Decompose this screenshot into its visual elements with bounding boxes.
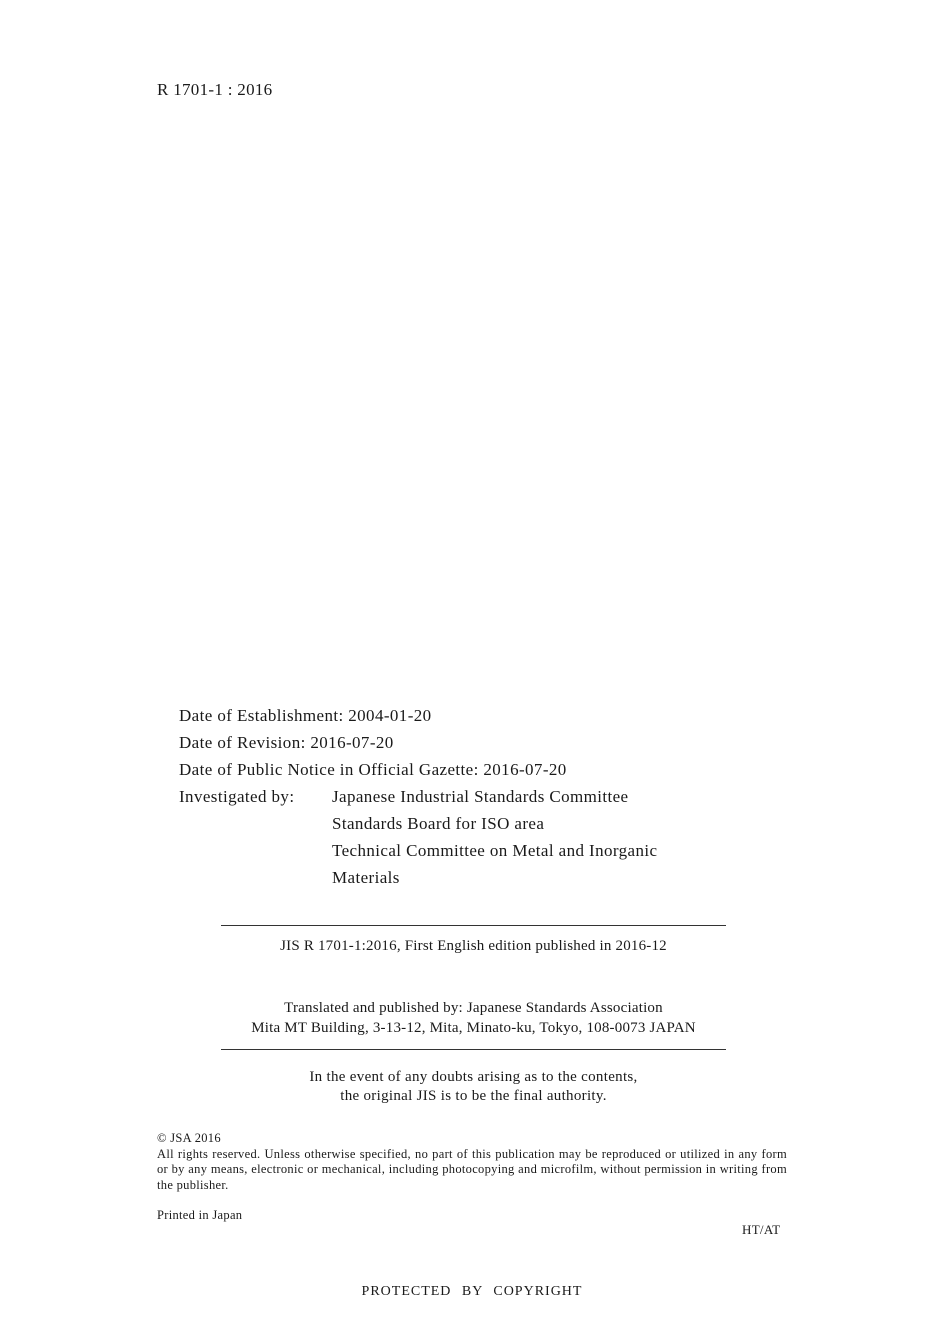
printed-in: Printed in Japan [157, 1208, 243, 1222]
document-info [179, 702, 658, 887]
authority-note [221, 1068, 726, 1106]
copyright-notice: © JSA 2016 [157, 1131, 221, 1145]
investigated-by-line: Standards Board for ISO area [332, 814, 545, 833]
investigated-by-line: Technical Committee on Metal and Inorganic [332, 841, 658, 860]
date-of-public-notice: Date of Public Notice in Official Gazette: 2016-07-20 [179, 760, 567, 779]
copyright-block [157, 1131, 787, 1193]
translator-code: HT/AT [742, 1222, 781, 1237]
investigated-by-values [332, 783, 658, 887]
divider-top [221, 925, 726, 926]
publisher-address: Mita MT Building, 3-13-12, Mita, Minato-ku, Tokyo, 108-0073 JAPAN [251, 1020, 696, 1036]
divider-bottom [221, 1049, 726, 1050]
authority-line: In the event of any doubts arising as to the contents, [309, 1069, 638, 1085]
investigated-by-line: Japanese Industrial Standards Committee [332, 787, 629, 806]
investigated-by-line: Materials [332, 868, 400, 887]
publisher-line: Translated and published by: Japanese Standards Association [284, 1000, 663, 1016]
date-of-establishment: Date of Establishment: 2004-01-20 [179, 706, 432, 725]
date-of-revision: Date of Revision: 2016-07-20 [179, 733, 394, 752]
investigated-by [179, 783, 658, 887]
rights-statement: All rights reserved. Unless otherwise specified, no part of this publication may be reproduced or utilized in any form or by any means, electronic or mechanical, including photocopying and microfilm, without permission in writing from the publisher. [157, 1146, 787, 1192]
authority-line: the original JIS is to be the final authority. [340, 1088, 607, 1104]
protected-notice: PROTECTED BY COPYRIGHT [361, 1284, 583, 1299]
edition-statement: JIS R 1701-1:2016, First English edition published in 2016-12 [280, 938, 667, 954]
publisher-statement [221, 998, 726, 1038]
document-code: R 1701-1 : 2016 [157, 80, 273, 99]
investigated-by-label: Investigated by: [179, 787, 295, 806]
